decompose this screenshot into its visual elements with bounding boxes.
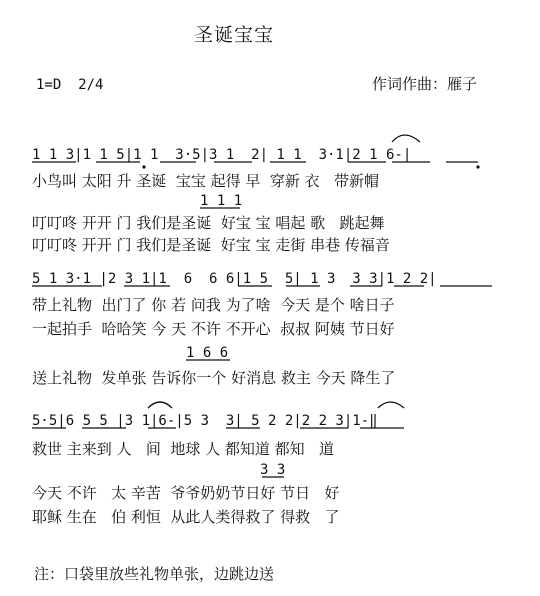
score-row-2-lyric-1: 带上礼物 出门了 你 若 问我 为了啥 今天 是个 啥日子 — [32, 296, 395, 314]
score-row-3-variant: 3 3 — [260, 462, 286, 478]
score-row-2-lyric-3: 送上礼物 发单张 告诉你一个 好消息 救主 今天 降生了 — [32, 369, 396, 387]
score-row-1-lyric-2: 叮叮咚 开开 门 我们是圣诞 好宝 宝 唱起 歌 跳起舞 — [32, 214, 385, 232]
key-signature: 1=D 2/4 — [36, 77, 104, 93]
score-row-3-notes: 5·5|6 5 5 |3 1|6-|5 3 3| 5 2 2|2 2 3|1-‖ — [32, 413, 378, 429]
score-row-2-lyric-2: 一起拍手 哈哈笑 今 天 不许 不开心 叔叔 阿姨 节日好 — [32, 320, 395, 338]
score-row-1-lyric-1: 小鸟叫 太阳 升 圣诞 宝宝 起得 早 穿新 衣 带新帽 — [32, 172, 379, 190]
score-row-1-notes: 1 1 3|1 1 5|1 1 3·5|3 1 2| 1 1 3·1|2 1 6-| — [32, 147, 412, 163]
song-title: 圣诞宝宝 — [194, 24, 275, 46]
slur — [392, 135, 420, 142]
octave-dot — [476, 165, 479, 168]
score-row-3-lyric-2: 今天 不许 太 辛苦 爷爷奶奶节日好 节日 好 — [32, 484, 340, 502]
score-row-1-variant: 1 1 1 — [200, 193, 243, 209]
credits: 作词作曲：雁子 — [372, 75, 478, 93]
octave-dot — [142, 165, 145, 168]
slur — [148, 402, 172, 408]
score-row-2-notes: 5 1 3·1 |2 3 1|1 6 6 6|1 5 5| 1 3 3 3|1 2 2| — [32, 271, 437, 287]
slur — [378, 402, 404, 408]
score-row-3-lyric-1: 救世 主来到 人 间 地球 人 都知道 都知 道 — [32, 440, 334, 458]
score-row-1-lyric-3: 叮叮咚 开开 门 我们是圣诞 好宝 宝 走街 串巷 传福音 — [32, 236, 390, 254]
score-row-3-lyric-3: 耶稣 生在 伯 利恒 从此人类得救了 得救 了 — [32, 508, 340, 526]
score-row-2-variant: 1 6 6 — [186, 345, 229, 361]
footer-note: 注：口袋里放些礼物单张，边跳边送 — [34, 565, 275, 583]
